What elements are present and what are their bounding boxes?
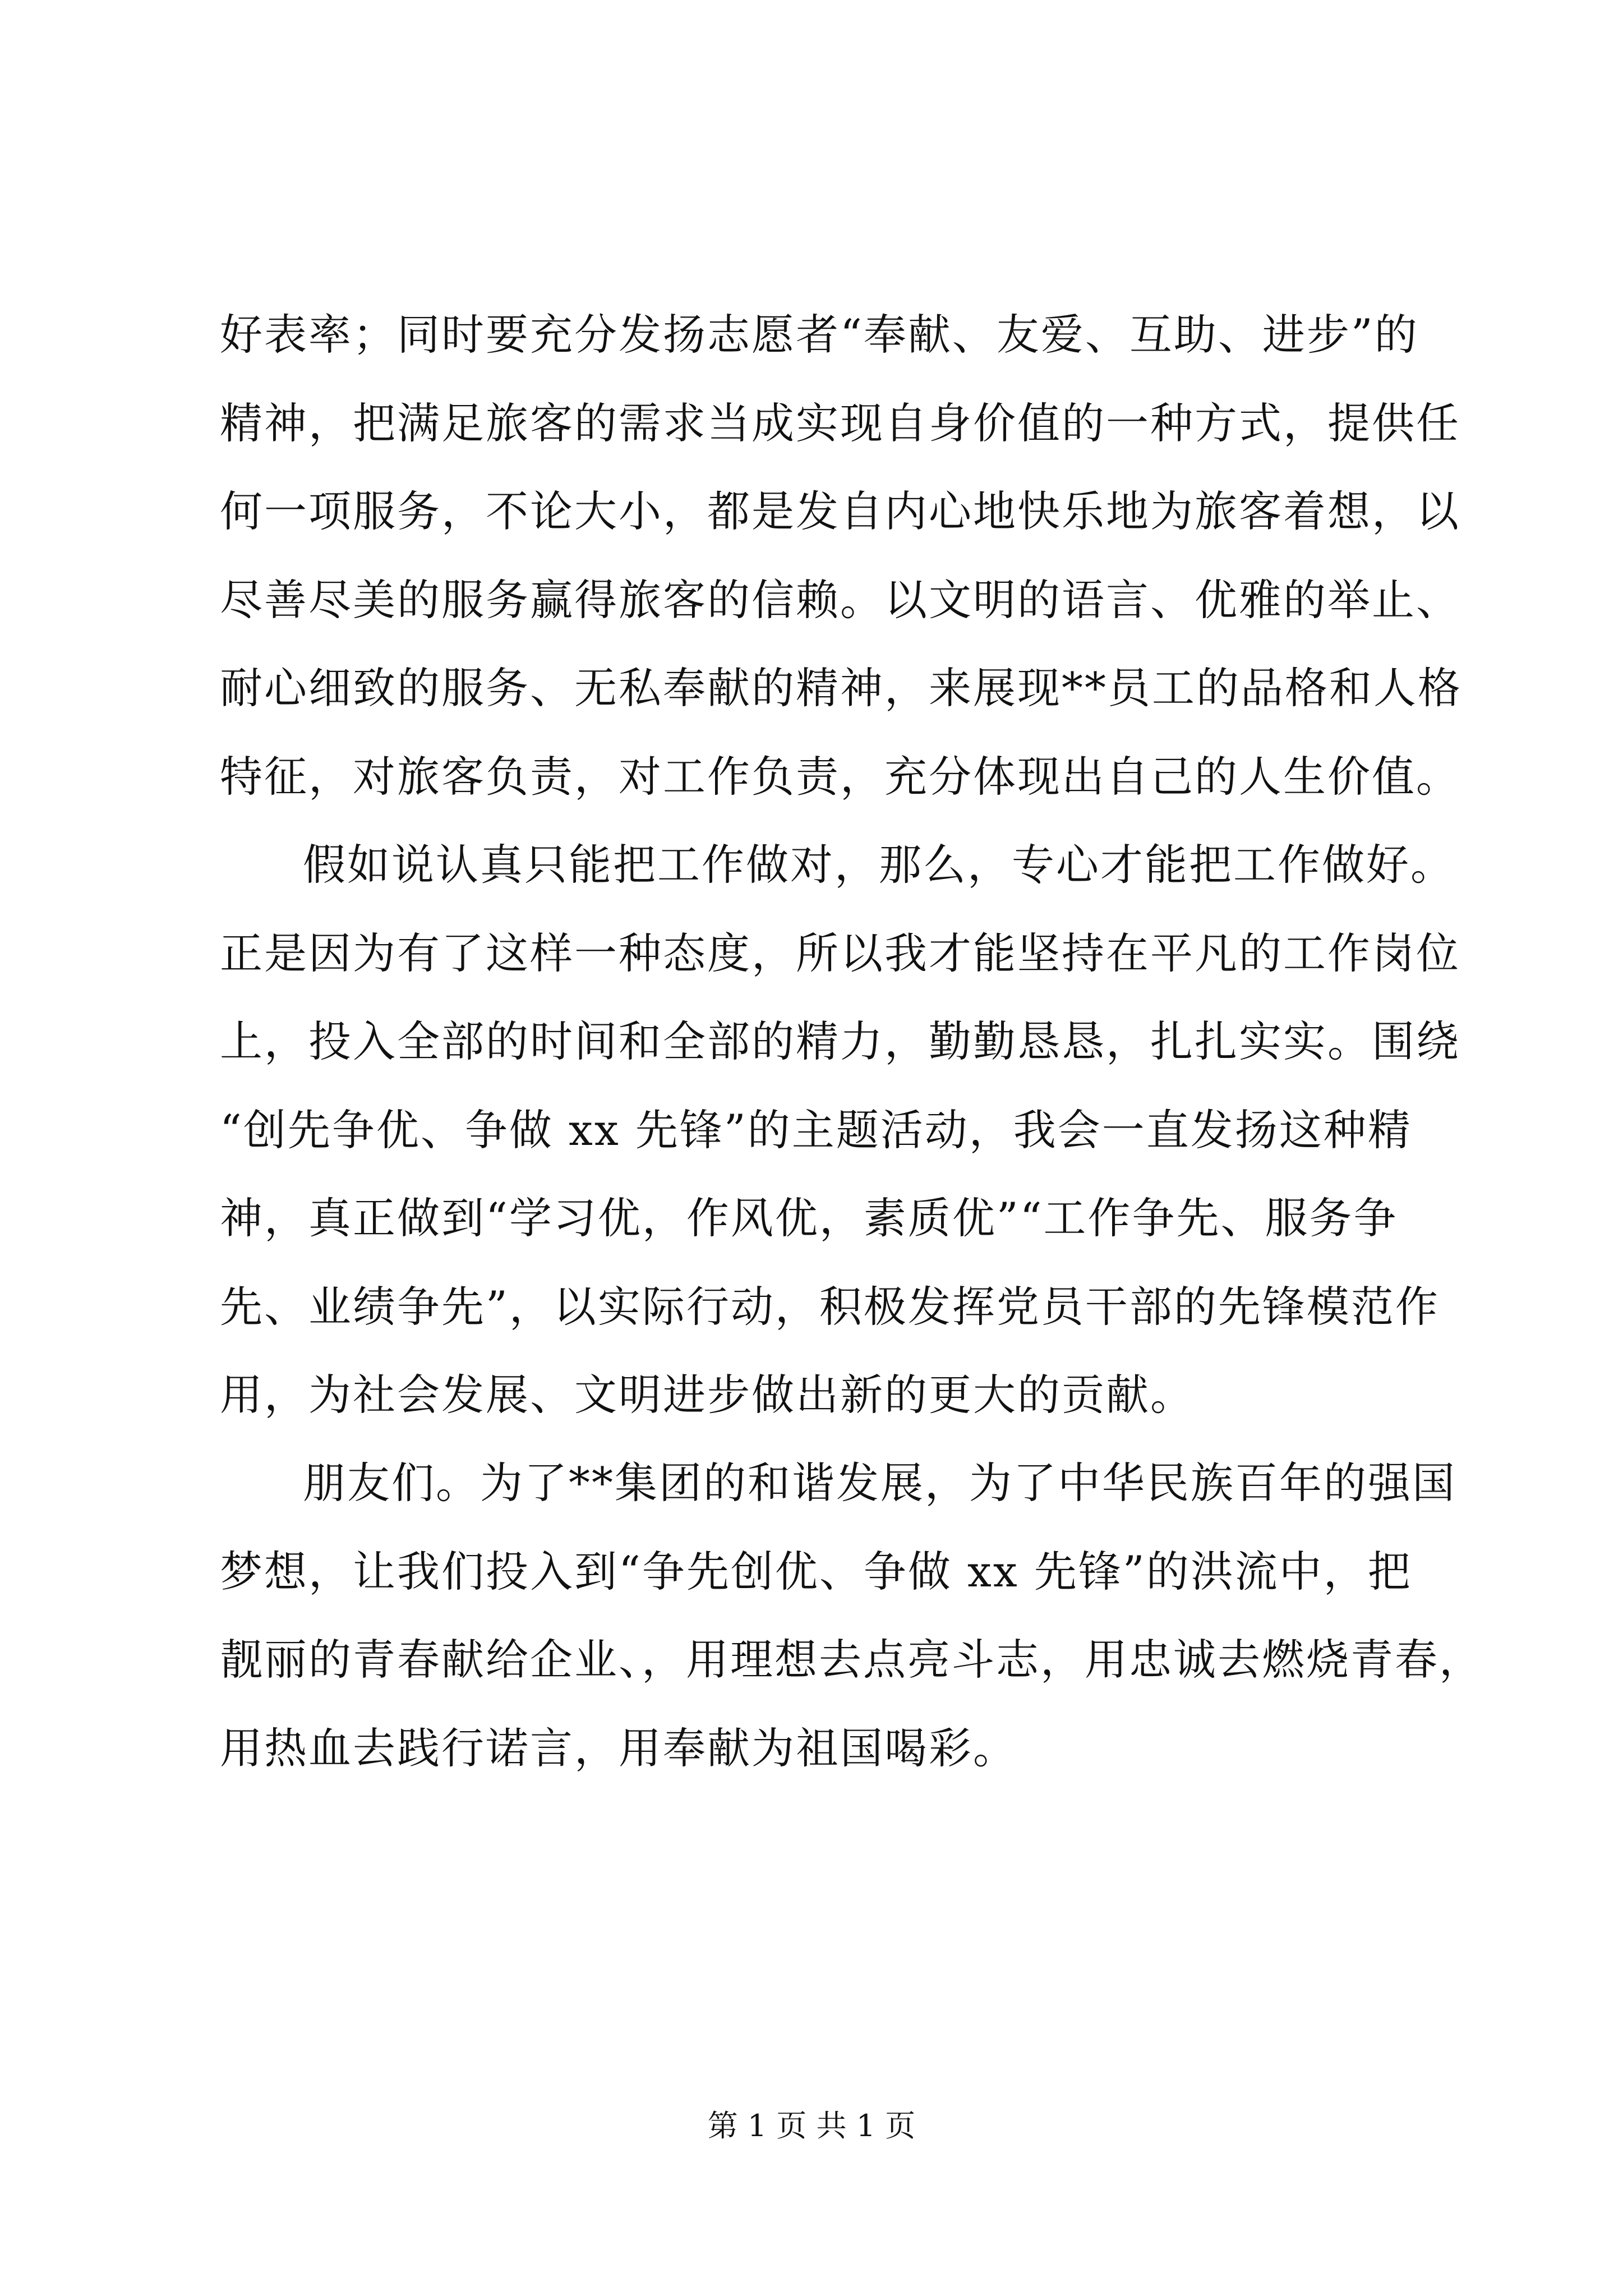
text-line: 尽善尽美的服务赢得旅客的信赖。以文明的语言、优雅的举止、 (220, 575, 1460, 625)
text-line: 精神，把满足旅客的需求当成实现自身价值的一种方式，提供任 (220, 398, 1460, 448)
text-line: 用，为社会发展、文明进步做出新的更大的贡献。 (220, 1370, 1195, 1420)
text-line: “创先争优、争做 xx 先锋”的主题活动，我会一直发扬这种精 (220, 1105, 1412, 1155)
text-line: 何一项服务，不论大小，都是发自内心地快乐地为旅客着想，以 (220, 486, 1460, 536)
text-line: 好表率；同时要充分发扬志愿者“奉献、友爱、互助、进步”的 (220, 310, 1419, 360)
text-line: 上，投入全部的时间和全部的精力，勤勤恳恳，扎扎实实。围绕 (220, 1016, 1460, 1066)
text-line: 用热血去践行诺言，用奉献为祖国喝彩。 (220, 1723, 1017, 1773)
text-line: 耐心细致的服务、无私奉献的精神，来展现**员工的品格和人格 (220, 663, 1462, 713)
text-line: 正是因为有了这样一种态度，所以我才能坚持在平凡的工作岗位 (220, 928, 1460, 978)
page-number-footer: 第 1 页 共 1 页 (707, 2108, 916, 2143)
text-line: 靓丽的青春献给企业、，用理想去点亮斗志，用忠诚去燃烧青春， (220, 1635, 1483, 1685)
paragraph-start-line: 朋友们。为了**集团的和谐发展，为了中华民族百年的强国 (303, 1458, 1456, 1508)
text-line: 特征，对旅客负责，对工作负责，充分体现出自己的人生价值。 (220, 752, 1460, 802)
text-line: 神，真正做到“学习优，作风优，素质优”“工作争先、服务争 (220, 1193, 1398, 1243)
paragraph-start-line: 假如说认真只能把工作做对，那么，专心才能把工作做好。 (303, 840, 1455, 890)
text-line: 梦想，让我们投入到“争先创优、争做 xx 先锋”的洪流中，把 (220, 1547, 1412, 1596)
text-line: 先、业绩争先”，以实际行动，积极发挥党员干部的先锋模范作 (220, 1282, 1440, 1332)
